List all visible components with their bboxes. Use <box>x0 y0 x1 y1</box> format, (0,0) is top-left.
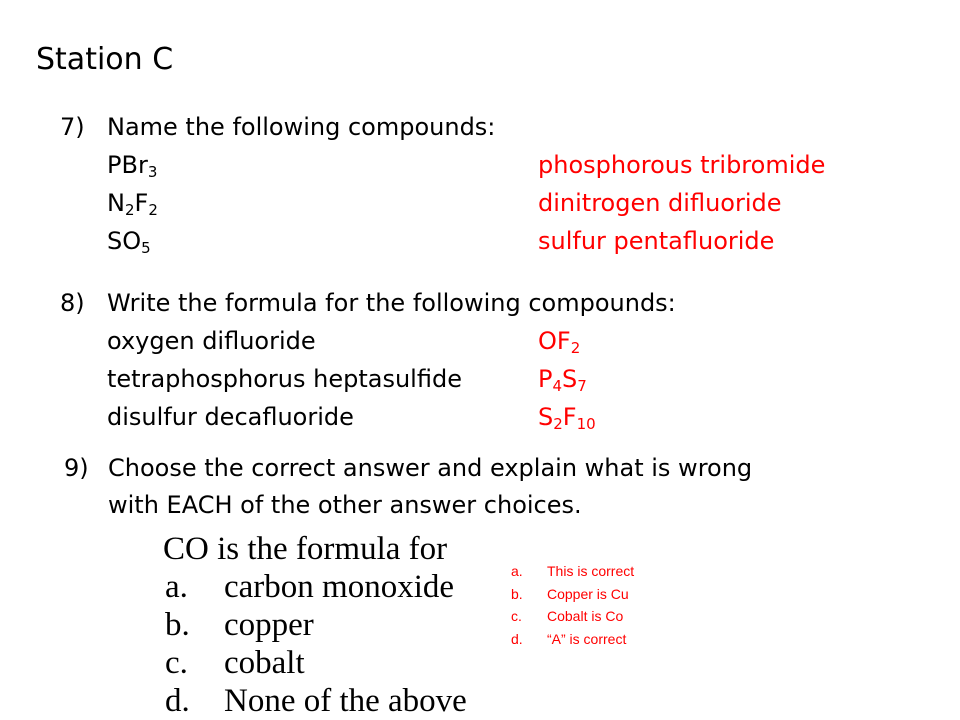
q7-answer-3: sulfur pentafluoride <box>538 227 775 255</box>
q9-choice-d: d. None of the above <box>165 683 467 719</box>
q8-formula-2: $P_4S_7$ <box>538 365 587 395</box>
q9-question-stem: CO is the formula for <box>163 531 448 567</box>
q9-number: 9) <box>64 454 89 482</box>
q8-number: 8) <box>60 289 85 317</box>
q9-prompt-line2: with EACH of the other answer choices. <box>108 491 582 519</box>
q7-formula-3: $SO_5$ <box>107 227 151 257</box>
q7-answer-2: dinitrogen difluoride <box>538 189 782 217</box>
q9-choice-c: c. cobalt <box>165 645 305 681</box>
q8-name-2: tetraphosphorus heptasulfide <box>107 365 462 393</box>
q9-choice-a: a. carbon monoxide <box>165 569 455 605</box>
q7-answer-1: phosphorous tribromide <box>538 151 826 179</box>
q7-formula-2: $N_2F_2$ <box>107 189 158 219</box>
q8-formula-3: $S_2F_{10}$ <box>538 403 596 433</box>
q9-question-image <box>163 530 467 720</box>
q7-number: 7) <box>60 113 85 141</box>
slide-title: Station C <box>36 42 174 77</box>
q8-name-3: disulfur decafluoride <box>107 403 354 431</box>
q9-choice-b: b. copper <box>165 607 314 643</box>
q8-name-1: oxygen difluoride <box>107 327 316 355</box>
q7-formula-1: PBr$_3$ <box>107 151 158 181</box>
q8-formula-1: $OF_2$ <box>538 327 581 357</box>
q8-prompt: Write the formula for the following compounds: <box>107 289 676 317</box>
q7-prompt: Name the following compounds: <box>107 113 496 141</box>
q9-prompt-line1: Choose the correct answer and explain what is wrong <box>108 454 753 482</box>
